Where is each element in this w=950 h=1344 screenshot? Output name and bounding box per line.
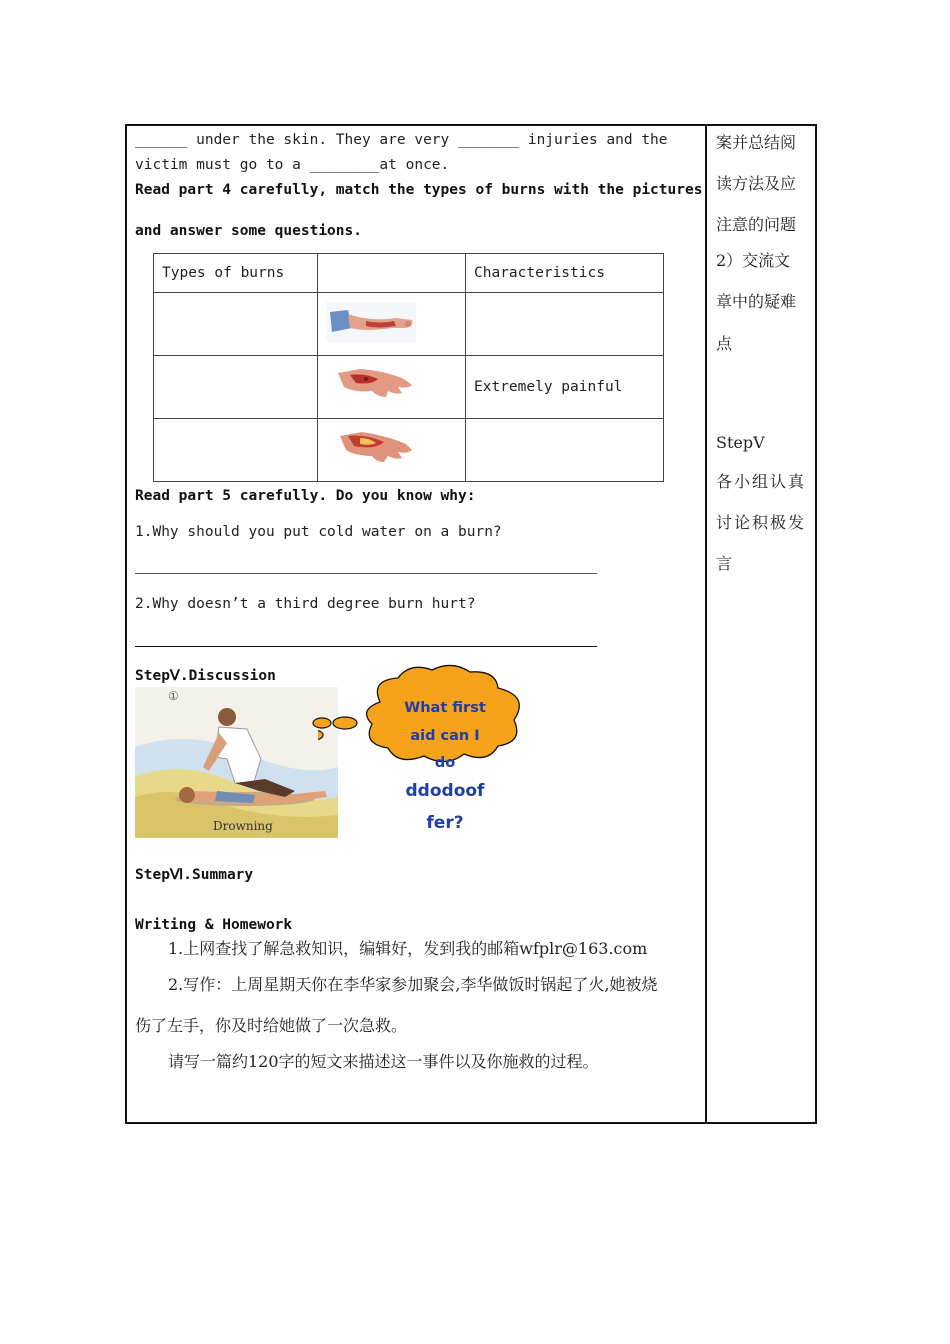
characteristic-cell: Extremely painful [466, 356, 664, 419]
sidebar-line: 章中的疑难 [716, 292, 797, 311]
sidebar-line: 点 [716, 334, 733, 353]
sidebar-line: 各小组认真 [716, 472, 807, 491]
burn-type-cell[interactable] [154, 356, 318, 419]
step6-summary-title: StepⅥ.Summary [135, 867, 254, 883]
burn-picture-cell [318, 293, 466, 356]
sidebar-line: 讨论积极发 [716, 513, 807, 532]
step5-discussion-title: StepⅤ.Discussion [135, 668, 276, 684]
header-types: Types of burns [154, 254, 318, 293]
homework-item-2-cont: 伤了左手，你及时给她做了一次急救。 [135, 1016, 408, 1035]
bubble-dot-small [310, 716, 334, 730]
scene-number: ① [168, 689, 179, 703]
sidebar-step: StepⅤ [716, 433, 765, 452]
answer-line-2[interactable] [135, 646, 597, 647]
sidebar-line: 案并总结阅 [716, 133, 797, 152]
part5-instruction: Read part 5 carefully. Do you know why: [135, 488, 476, 504]
burns-table [153, 253, 664, 482]
burn-picture-cell [318, 356, 466, 419]
header-pictures [318, 254, 466, 293]
part4-instruction: Read part 4 carefully, match the types of burns with the pictures [135, 182, 703, 198]
hand-severe-burn-image [326, 428, 416, 468]
table-row [154, 419, 664, 482]
table-row [154, 356, 664, 419]
bubble-line-2: aid can I [410, 728, 480, 744]
table-row [154, 293, 664, 356]
burn-picture-cell [318, 419, 466, 482]
bubble-question [378, 694, 512, 750]
sidebar-line: 2）交流文 [716, 251, 791, 270]
burn-type-cell[interactable] [154, 293, 318, 356]
homework-item-3: 请写一篇约120字的短文来描述这一事件以及你施救的过程。 [168, 1052, 599, 1071]
arm-burn-image [326, 302, 416, 342]
drowning-caption: Drowning [213, 819, 273, 833]
question-2: 2.Why doesn’t a third degree burn hurt? [135, 596, 476, 612]
homework-item-1: 1.上网查找了解急救知识，编辑好，发到我的邮箱wfplr@163.com [168, 939, 648, 958]
drowning-scene-image [135, 687, 338, 838]
bubble-line-1: What first [404, 700, 486, 716]
sidebar-line: 言 [716, 554, 733, 573]
homework-title: Writing & Homework [135, 917, 293, 933]
drowning-illustration [135, 687, 338, 838]
sidebar-line: 注意的问题 [716, 215, 797, 234]
homework-item-2: 2.写作：上周星期天你在李华家参加聚会,李华做饭时锅起了火,她被烧 [168, 975, 658, 994]
bubble-line-3: do [434, 755, 456, 771]
table-header-row [154, 254, 664, 293]
characteristic-cell[interactable] [466, 293, 664, 356]
burn-type-cell[interactable] [154, 419, 318, 482]
characteristic-cell[interactable] [466, 419, 664, 482]
part4-instruction-cont: and answer some questions. [135, 223, 362, 239]
hand-burn-image [326, 365, 416, 405]
bubble-line-4: ddodoof [405, 781, 485, 801]
bubble-overflow-text [378, 752, 512, 838]
question-1: 1.Why should you put cold water on a burn? [135, 524, 502, 540]
answer-line-1[interactable] [135, 573, 597, 574]
sidebar-line: 读方法及应 [716, 174, 797, 193]
fill-blank-line-1: ______ under the skin. They are very _______ injuries and the [135, 132, 668, 148]
column-divider [705, 124, 707, 1124]
header-characteristics: Characteristics [466, 254, 664, 293]
fill-blank-line-2: victim must go to a ________at once. [135, 157, 450, 173]
bubble-line-5: fer? [426, 813, 464, 833]
